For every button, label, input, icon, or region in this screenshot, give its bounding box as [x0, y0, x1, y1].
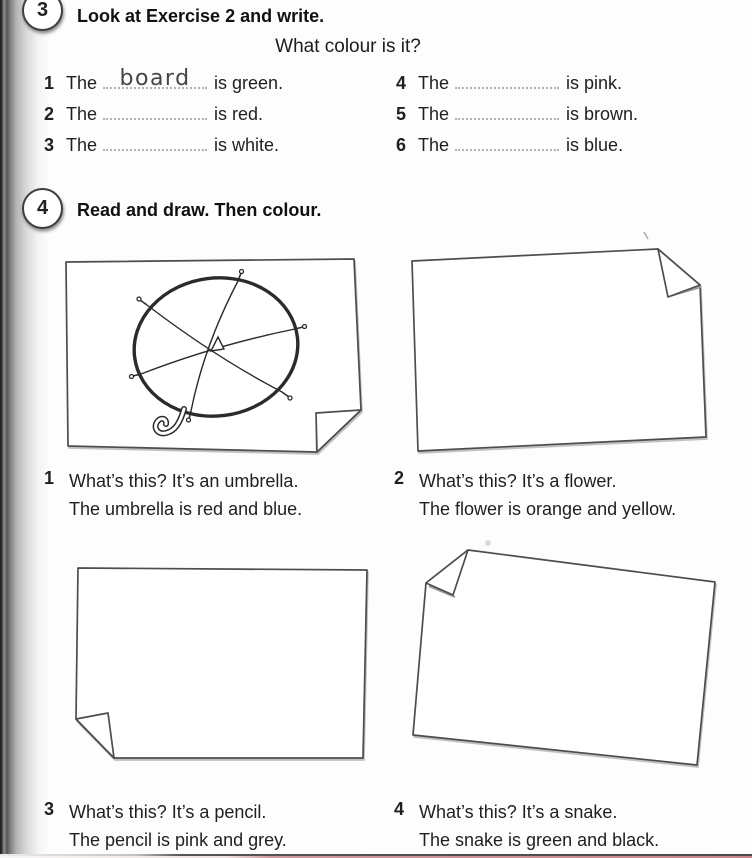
drawing-paper-4: [413, 550, 715, 765]
folded-corner: [76, 713, 114, 758]
answer-blank-4: [455, 68, 559, 89]
item-post: is pink.: [566, 73, 623, 93]
item-number: 3: [44, 135, 55, 155]
caption-3: [44, 799, 287, 854]
caption-line-2: The pencil is pink and grey.: [69, 829, 287, 850]
caption-number: 2: [394, 468, 405, 488]
caption-line-2: The umbrella is red and blue.: [69, 498, 303, 519]
item-pre: The: [418, 135, 450, 155]
answer-blank-6: [455, 130, 559, 151]
answer-blank-3: [103, 130, 207, 151]
item-post: is blue.: [566, 135, 624, 155]
caption-number: 1: [44, 468, 55, 488]
fill-item-4: [396, 68, 622, 94]
caption-line-1: What’s this? It’s a snake.: [419, 802, 618, 822]
item-post: is red.: [214, 104, 264, 124]
answer-blank-5: [455, 99, 559, 120]
caption-line-1: What’s this? It’s an umbrella.: [69, 471, 299, 491]
handwritten-answer: board: [119, 66, 191, 91]
caption-line-2: The flower is orange and yellow.: [419, 498, 677, 519]
caption-line-2: The snake is green and black.: [419, 829, 660, 850]
folded-corner: [316, 410, 361, 452]
caption-1: [44, 468, 302, 523]
drawing-paper-1: [66, 259, 361, 452]
caption-line-1: What’s this? It’s a flower.: [419, 471, 617, 491]
item-number: 4: [396, 73, 407, 93]
answer-blank-2: [103, 99, 207, 120]
exercise3-subtitle: What colour is it?: [275, 36, 421, 57]
item-pre: The: [66, 135, 98, 155]
fill-item-2: [44, 99, 263, 125]
item-number: 2: [44, 104, 55, 124]
answer-blank-1: [103, 68, 207, 89]
caption-2: [394, 468, 676, 523]
caption-number: 3: [44, 799, 55, 819]
page-bottom-edge: [0, 854, 752, 858]
item-number: 1: [44, 73, 55, 93]
item-post: is white.: [214, 135, 280, 155]
drawing-paper-2: [412, 249, 706, 451]
item-post: is brown.: [566, 104, 639, 124]
fill-item-3: [44, 130, 279, 156]
exercise3-number-badge: 3: [22, 0, 63, 31]
item-pre: The: [418, 73, 450, 93]
fill-item-5: [396, 99, 638, 125]
item-pre: The: [66, 73, 98, 93]
caption-line-1: What’s this? It’s a pencil.: [69, 802, 267, 822]
item-number: 5: [396, 104, 407, 124]
caption-number: 4: [394, 799, 405, 819]
drawing-paper-3: [76, 568, 367, 758]
exercise4-number-badge: 4: [22, 188, 63, 229]
item-post: is green.: [214, 73, 284, 93]
fill-item-6: [396, 130, 623, 156]
item-pre: The: [66, 104, 98, 124]
caption-4: [394, 799, 659, 854]
exercise3-title: Look at Exercise 2 and write.: [77, 6, 325, 26]
smudge-mark: [485, 540, 491, 546]
item-pre: The: [418, 104, 450, 124]
fill-item-1: [44, 68, 283, 94]
pen-mark: [644, 232, 648, 239]
exercise4-title: Read and draw. Then colour.: [77, 200, 322, 220]
item-number: 6: [396, 135, 407, 155]
